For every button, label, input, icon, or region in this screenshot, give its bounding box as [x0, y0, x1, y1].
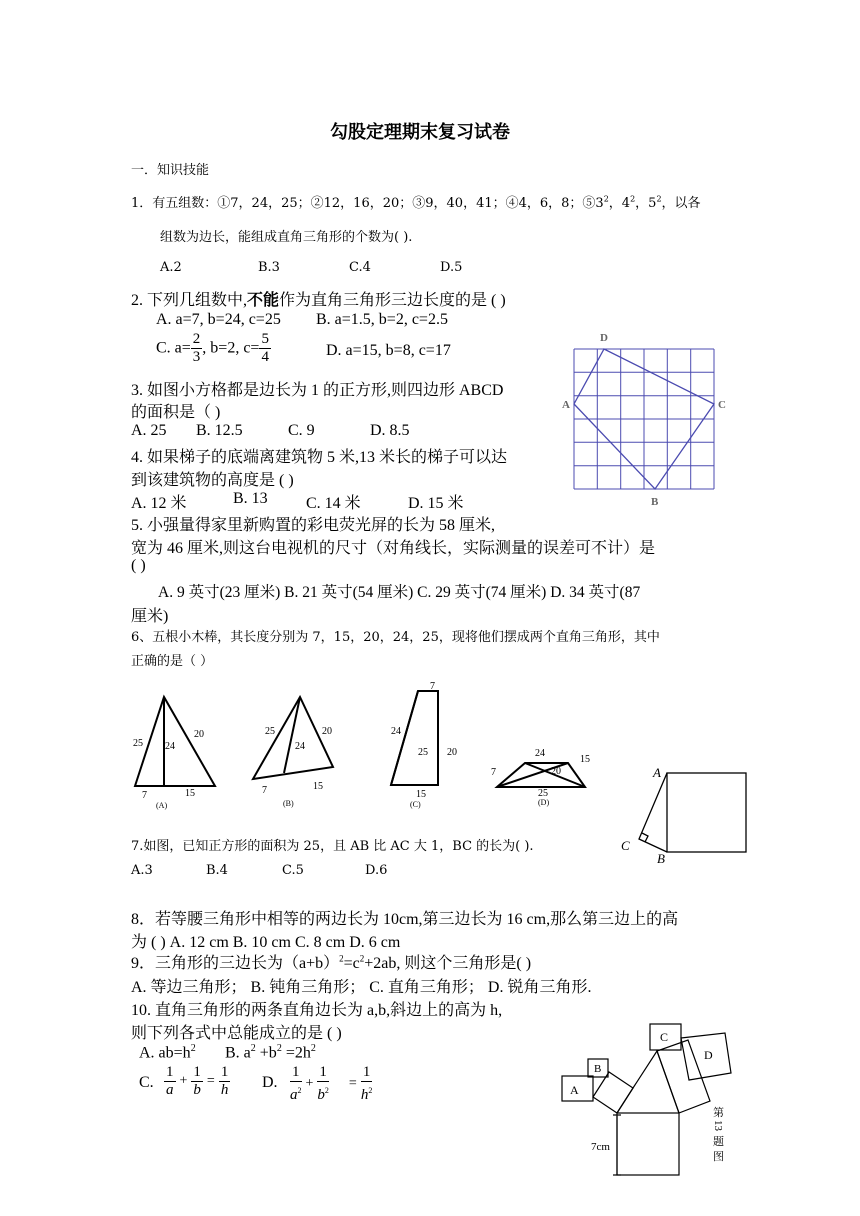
q4-option-b: B. 13: [233, 490, 268, 507]
question-4-line1: 4. 如果梯子的底端离建筑物 5 米,13 米长的梯子可以达: [131, 449, 508, 466]
q1-option-b: B.3: [258, 260, 280, 275]
figC-cap: (C): [410, 800, 421, 809]
question-8-line2: 为 ( ) A. 12 cm B. 10 cm C. 8 cm D. 6 cm: [131, 934, 401, 951]
question-2-stem: 2. 下列几组数中,不能作为直角三角形三边长度的是 ( ): [131, 292, 506, 309]
figA-25: 25: [133, 738, 143, 749]
q10-option-d-label: D.: [262, 1074, 278, 1091]
q13-caption-3: 题: [713, 1136, 724, 1148]
q1-option-c: C.4: [349, 260, 371, 275]
figC-15: 15: [416, 789, 426, 800]
grid-label-c: C: [718, 399, 726, 411]
question-4-line2: 到该建筑物的高度是 ( ): [131, 472, 294, 489]
figA-15: 15: [185, 788, 195, 799]
question-10-line2: 则下列各式中总能成立的是 ( ): [131, 1025, 342, 1042]
question-5-line5: 厘米): [131, 608, 169, 625]
q13-label-d: D: [704, 1048, 713, 1062]
question-5-line2: 宽为 46 厘米,则这台电视机的尺寸（对角线长，实际测量的误差可不计）是: [131, 540, 656, 557]
question-7-line1: 7.如图，已知正方形的面积为 25，且 AB 比 AC 大 1，BC 的长为( ).: [131, 839, 534, 854]
figC-24: 24: [391, 726, 401, 737]
q3-option-a: A. 25: [131, 422, 167, 439]
q2-option-a: A. a=7, b=24, c=25: [156, 311, 281, 328]
q10-option-b: B. $a^2 +b^2 =2h^2$: [225, 1043, 316, 1062]
question-5-line1: 5. 小强量得家里新购置的彩电荧光屏的长为 58 厘米,: [131, 517, 496, 534]
question-5-line3: ( ): [131, 557, 146, 574]
q7-label-b: B: [657, 851, 665, 866]
question-3-line2: 的面积是（ ): [131, 404, 221, 421]
q2-option-d: D. a=15, b=8, c=17: [326, 342, 451, 359]
q13-length: 7cm: [591, 1141, 610, 1153]
q2-option-b: B. a=1.5, b=2, c=2.5: [316, 311, 448, 328]
figD-7: 7: [491, 767, 496, 778]
q7-figure: [615, 760, 755, 870]
q10-option-a: A. $ab=h^2$: [139, 1043, 196, 1062]
figB-15: 15: [313, 781, 323, 792]
question-1-line2: 组数为边长，能组成直角三角形的个数为( ).: [160, 230, 413, 245]
q7-label-c: C: [621, 838, 630, 853]
q3-option-d: D. 8.5: [370, 422, 410, 439]
figA-7: 7: [142, 790, 147, 801]
q13-caption-1: 第: [713, 1107, 724, 1119]
figC-7: 7: [430, 681, 435, 692]
figB-7: 7: [262, 785, 267, 796]
q13-caption-4: 图: [713, 1151, 724, 1163]
q13-label-b: B: [594, 1063, 602, 1075]
q4-option-c: C. 14 米: [306, 495, 361, 512]
q1-option-a: A.2: [160, 260, 182, 275]
question-1-line1: 1．有五组数：①7，24，25；②12，16，20；③9，40，41；④4，6，8；$⑤3^2$，$4^2$，$5^2$，以各: [131, 194, 701, 211]
grid-label-b: B: [651, 496, 659, 508]
figB-20: 20: [322, 726, 332, 737]
q3-option-c: C. 9: [288, 422, 315, 439]
q6-figures: [125, 680, 625, 812]
q10-option-c-formula: $\frac{1}{a}$ + $\frac{1}{b}$ = $\frac{1}{h}$: [166, 1064, 229, 1098]
figD-20: 20: [551, 766, 561, 777]
q13-label-c: C: [660, 1030, 669, 1044]
q4-option-a: A. 12 米: [131, 495, 187, 512]
question-10-line1: 10. 直角三角形的两条直角边长为 a,b,斜边上的高为 h,: [131, 1002, 503, 1019]
q13-label-a: A: [570, 1083, 579, 1097]
figB-cap: (B): [283, 799, 294, 808]
figB-25: 25: [265, 726, 275, 737]
q10-option-d-formula: $\frac{1}{a^2}$ + $\frac{1}{b^2}$ = $\frac{1}{h^2}$: [290, 1064, 373, 1103]
figC-25: 25: [418, 747, 428, 758]
q7-option-d: D.6: [365, 863, 388, 878]
section-heading: 一．知识技能: [131, 163, 210, 178]
page-title: 勾股定理期末复习试卷: [330, 122, 510, 143]
figA-20: 20: [194, 729, 204, 740]
grid-label-a: A: [562, 399, 570, 411]
figB-24: 24: [295, 741, 305, 752]
q7-option-a: A.3: [131, 863, 153, 878]
q7-label-a: A: [653, 765, 661, 780]
question-8-line1: 8．若等腰三角形中相等的两边长为 10cm,第三边长为 16 cm,那么第三边上的高: [131, 911, 679, 928]
grid-label-d: D: [600, 332, 608, 344]
question-3-line1: 3. 如图小方格都是边长为 1 的正方形,则四边形 ABCD: [131, 382, 504, 399]
figD-15: 15: [580, 754, 590, 765]
question-6-line1: 6、五根小木棒，其长度分别为 7，15，20，24，25，现将他们摆成两个直角三角形，其中: [131, 630, 660, 645]
q7-option-b: B.4: [206, 863, 228, 878]
figD-cap: (D): [538, 798, 550, 807]
figA-24: 24: [165, 741, 175, 752]
q1-option-d: D.5: [440, 260, 463, 275]
q13-caption-2: 13: [712, 1120, 724, 1131]
figC-20: 20: [447, 747, 457, 758]
q13-figure: [555, 1012, 755, 1182]
q2-option-c: C. a= $\frac{2}{3}$ , b=2, c= $\frac{5}{4}$: [156, 331, 269, 365]
q3-grid-figure: [558, 328, 728, 510]
question-9-options: A. 等边三角形； B. 钝角三角形； C. 直角三角形； D. 锐角三角形.: [131, 979, 592, 996]
figD-24: 24: [535, 748, 545, 759]
q7-option-c: C.5: [282, 863, 304, 878]
question-9-line1: 9．三角形的三边长为$(a+b)^2=c^2+2ab$, 则这个三角形是( ): [131, 953, 532, 972]
question-6-line2: 正确的是（ ）: [131, 654, 214, 669]
figD-25: 25: [538, 788, 548, 799]
q4-option-d: D. 15 米: [408, 495, 464, 512]
q5-options: A. 9 英寸(23 厘米) B. 21 英寸(54 厘米) C. 29 英寸(74 厘米) D. 34 英寸(87: [158, 584, 641, 601]
figA-cap: (A): [156, 801, 168, 810]
q10-option-c-label: C.: [139, 1074, 154, 1091]
q3-option-b: B. 12.5: [196, 422, 243, 439]
